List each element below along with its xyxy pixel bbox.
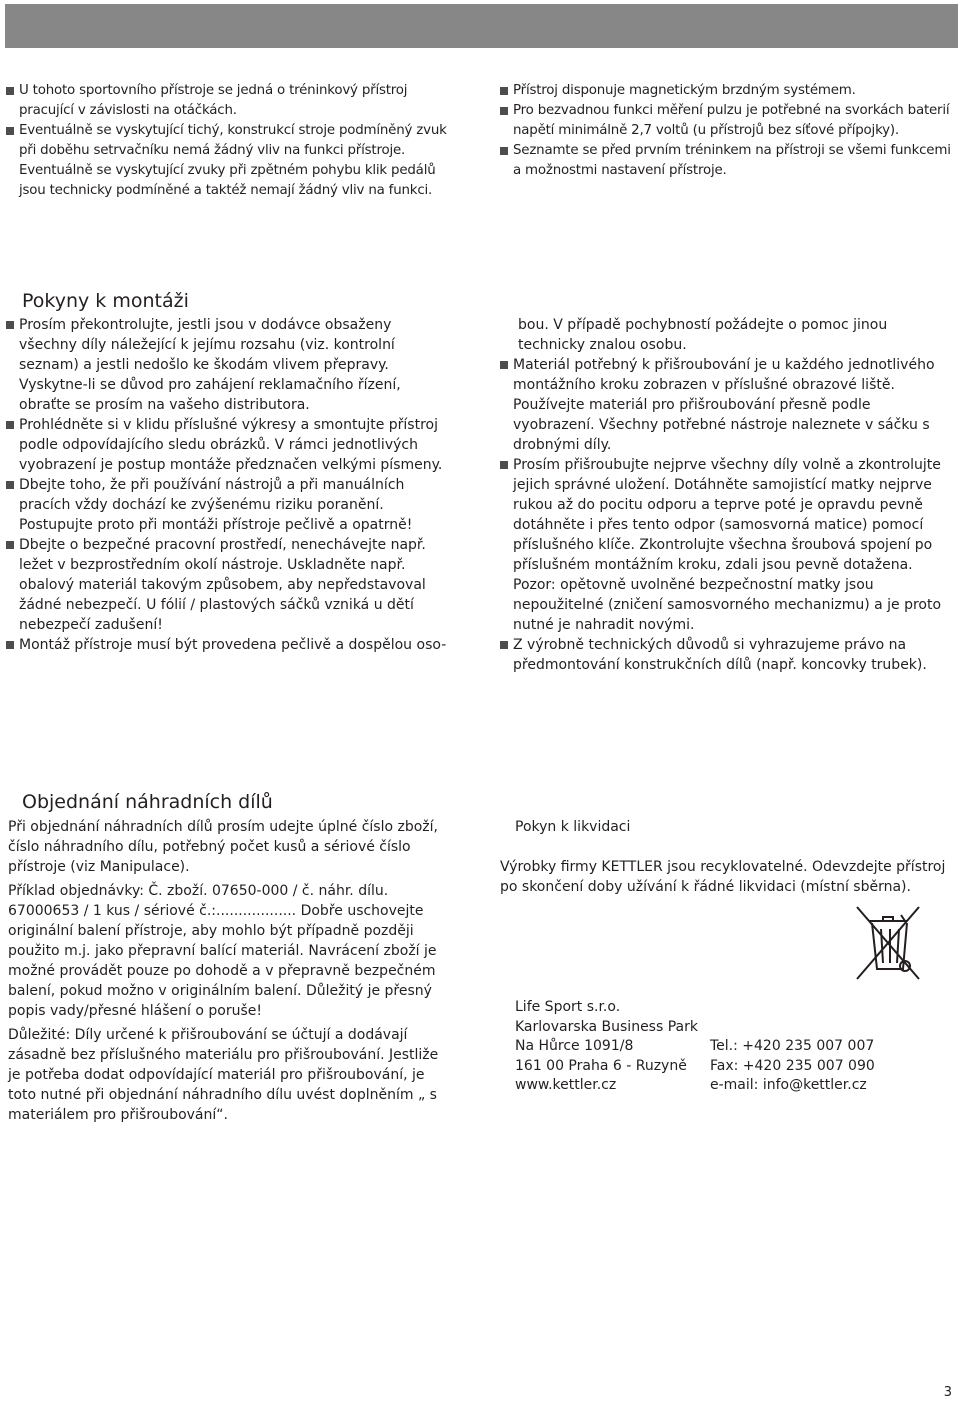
list-item: Prosím překontrolujte, jestli jsou v dodávce obsaženy všechny díly náležející k jejímu rozsahu (viz. kontrolní seznam) a jestli nedošlo ke škodám vlivem přepravy. Vyskytne-li se důvod pro zahájení reklamačního řízení, obraťte se prosím na vašeho distributora. xyxy=(6,315,452,415)
list-item: Prohlédněte si v klidu příslušné výkresy a smontujte přístroj podle odpovídajícího sledu obrázků. V rámci jednotlivých vyobrazení je postup montáže předznačen velkými písmeny. xyxy=(6,415,452,475)
list-item: Materiál potřebný k přišroubování je u každého jednotlivého montážního kroku zobrazen v příslušné obrazové liště. Používejte materiál pro přišroubování přesně podle vyobrazení. Všechny potřebné nástroje naleznete v sáčku s drobnými díly. xyxy=(500,355,946,455)
continuation-text: bou. V případě pochybností požádejte o pomoc jinou technicky znalou osobu. xyxy=(518,317,888,353)
header-bar xyxy=(5,4,958,48)
list-item: Eventuálně se vyskytující tichý, konstrukcí stroje podmíněný zvuk při doběhu setrvačníku nemá žádný vliv na funkci přístroje. Eventuálně se vyskytující zvuky při zpětném pohybu klik pedálů jsou technicky podmíněné a taktéž nemají žádný vliv na funkci. xyxy=(6,121,458,201)
list-item: Z výrobně technických důvodů si vyhrazujeme právo na předmontování konstrukčních dílů (např. koncovky trubek). xyxy=(500,635,946,675)
list-item: Dbejte toho, že při používání nástrojů a při manuálních pracích vždy dochází ke zvýšenému riziku poranění. Postupujte proto při montáži přístroje pečlivě a opatrně! xyxy=(6,475,452,535)
fax-number: Fax: +420 235 007 090 xyxy=(710,1057,875,1074)
crossed-out-wheelie-bin-icon xyxy=(853,903,923,983)
intro-right-column xyxy=(500,81,952,181)
paragraph: Důležité: Díly určené k přišroubování se účtují a dodávají zásadně bez příslušného materiálu pro přišroubování. Jestliže je potřeba dodat odpovídající materiál pro přišroubování, je toto nutné při objednání náhradního dílu uvést doplněním „ s materiálem pro přišroubování“. xyxy=(8,1027,439,1123)
address-line: 161 00 Praha 6 - Ruzyně xyxy=(515,1057,687,1074)
paragraph: Příklad objednávky: Č. zboží. 07650-000 / č. náhr. dílu. 67000653 / 1 kus / sériové č.:.................. Dobře uschovejte originální balení přístroje, aby mohlo být případně později použito m.j. jako přepravní balící materiál. Navrácení zboží je možné provádět pouze po dohodě a v přepravně bezpečném balení, pokud možno v originálním balení. Důležitý je přesný popis vady/přesné hlášení o poruše! xyxy=(8,883,437,1019)
assembly-right-column xyxy=(500,315,946,675)
intro-left-column xyxy=(6,81,458,201)
spare-parts-heading: Objednání náhradních dílů xyxy=(22,791,273,813)
company-name: Life Sport s.r.o. xyxy=(515,999,621,1015)
spare-parts-column xyxy=(8,817,444,1125)
assembly-heading: Pokyny k montáži xyxy=(22,290,189,312)
address-line: Na Hůrce 1091/8 xyxy=(515,1038,634,1054)
list-item: Seznamte se před prvním tréninkem na přístroji se všemi funkcemi a možnostmi nastavení přístroje. xyxy=(500,141,952,181)
disposal-text: Výrobky firmy KETTLER jsou recyklovatelné. Odevzdejte přístroj po skončení doby užívání k řádné likvidaci (místní sběrna). xyxy=(500,859,946,895)
phone-number: Tel.: +420 235 007 007 xyxy=(710,1038,875,1054)
email-address[interactable]: e-mail: info@kettler.cz xyxy=(710,1077,867,1093)
street-address: Karlovarska Business Park xyxy=(515,1018,698,1035)
contact-block xyxy=(515,998,875,1096)
paragraph: Při objednání náhradních dílů prosím udejte úplné číslo zboží, číslo náhradního dílu, potřebný počet kusů a sériové číslo přístroje (viz Manipulace). xyxy=(8,819,438,875)
list-item: Montáž přístroje musí být provedena pečlivě a dospělou oso- xyxy=(6,635,452,655)
list-item: Přístroj disponuje magnetickým brzdným systémem. xyxy=(500,81,952,101)
website-link[interactable]: www.kettler.cz xyxy=(515,1077,617,1093)
disposal-heading: Pokyn k likvidaci xyxy=(515,819,631,835)
list-item: U tohoto sportovního přístroje se jedná o tréninkový přístroj pracující v závislosti na otáčkách. xyxy=(6,81,458,121)
list-item: Dbejte o bezpečné pracovní prostředí, nenechávejte např. ležet v bezprostředním okolí nástroje. Uskladněte např. obalový materiál takovým způsobem, aby nepředstavoval žádné nebezpečí. U fólií / plastových sáčků vzniká u dětí nebezpečí zadušení! xyxy=(6,535,452,635)
page-number: 3 xyxy=(943,1385,952,1400)
list-item: Prosím přišroubujte nejprve všechny díly volně a zkontrolujte jejich správné uložení. Dotáhněte samojistící matky nejprve rukou až do pocitu odporu a teprve poté je opravdu pevně dotáhněte i přes tento odpor (samosvorná matice) pomocí příslušného klíče. Zkontrolujte všechna šroubová spojení po příslušném montážním kroku, zdali jsou pevně dotažena. Pozor: opětovně uvolněné bezpečnostní matky jsou nepoužitelné (zničení samosvorného mechanizmu) a je proto nutné je nahradit novými. xyxy=(500,455,946,635)
list-item: Pro bezvadnou funkci měření pulzu je potřebné na svorkách baterií napětí minimálně 2,7 voltů (u přístrojů bez síťové přípojky). xyxy=(500,101,952,141)
assembly-left-column xyxy=(6,315,452,655)
